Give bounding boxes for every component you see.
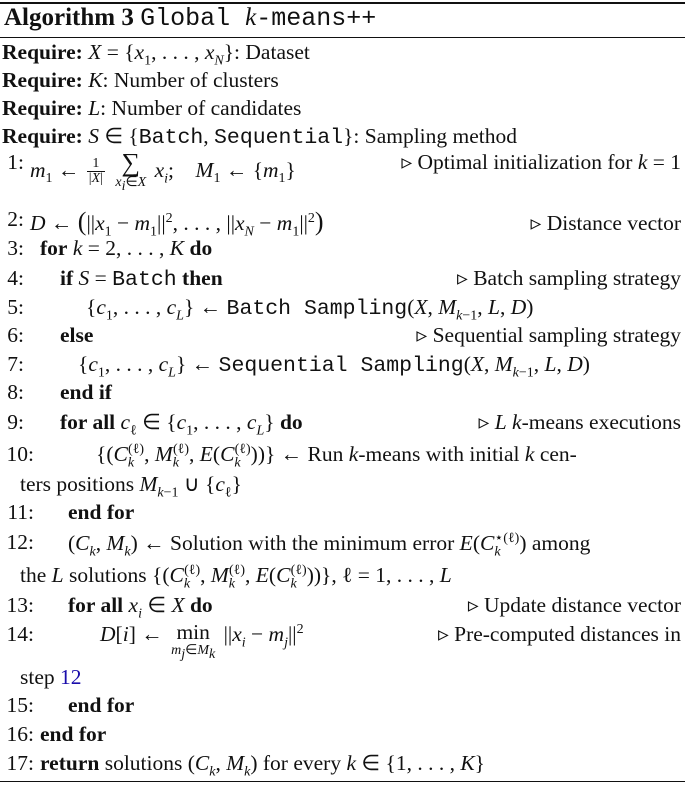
algo-line-12: 12: ($C_k$, $M_k$) ← Solution with the minimum error $E(C_k^{⋆(\ell)})$ among xyxy=(6,530,591,560)
algo-line-6: 6: else ▹ Sequential sampling strategy xyxy=(7,323,681,347)
algo-line-8: 8: end if xyxy=(7,380,112,404)
algo-line-4: 4: if S = Batch then ▹ Batch sampling strategy xyxy=(7,266,681,292)
algo-line-3: 3: for k = 2, . . . , K do xyxy=(7,236,213,260)
algo-line-17: 17: return solutions ($C_k$, $M_k$) for every k ∈ {1, . . . , K} xyxy=(6,751,485,780)
algo-line-1: 1: $m_1$ ← $\frac{1}{|X|}$ ∑ $x_i\in X$ $x_i$; $M_1$ ← $\{m_1\}$ ▹ Optimal initialization for k = 1 xyxy=(7,148,681,194)
require-line-1: Require: $X = \{x_1$, . . . , $x_N$}: Dataset xyxy=(2,40,310,69)
algo-line-16: 16: end for xyxy=(6,722,107,746)
require-line-3: Require: L: Number of candidates xyxy=(2,96,302,120)
algorithm-box: Algorithm 3 Global k-means++ Require: $X = \{x_1$, . . . , $x_N$}: Dataset Require: K: Number of clusters Require: L: Number of candidates Require: S ∈ {Batch, Sequential}: Sampling method 1: $m_1$ ← $\frac{1}{|X|}$ ∑ $x_i\in X$ $x_i$; $M_1$ ← $\{m_1\}$ ▹ Optimal initialization for k = 1 2: D ← ($||x_1 - m_1||^2$, . . . , $||x_N - m_1||^2$) ▹ Distance vector 3: for k = 2, . . . , K do 4: if S = Batch then ▹ Batch sampling strategy 5: {$c_1$, . . . , $c_L$} ← Batch Sampling(X, $M_{k-1}$, L, D) 6: else ▹ Sequential sampling strategy 7: {$c_1$, . . . , $c_L$} ← Sequential Sampling(X, $M_{k-1}$, L, D) 8: end if 9: for all $c_\ell$ ∈ {$c_1$, . . . , $c_L$} do ▹ L k-means executions 10: {($C_k^{(\ell)}$, $M_k^{(\ell)}$, $E(C_k^{(\ell)})$)} ← Run k-means with initial k cen- ters positions $M_{k-1}$ ∪ $\{c_\ell\}$ 11: end for 12: ($C_k$, $M_k$) ← Solution with the minimum error $E(C_k^{⋆(\ell)})$ among the L solutions {($C_k^{(\ell)}$, $M_k^{(\ell)}$, $E(C_k^{(\ell)})$)}, ℓ = 1, . . . , L 13: for all $x_i$ ∈ X do ▹ Update distance vector 14: D[i] ← min $m_j\in M_k$ $||x_i - m_j||^2$ ▹ Pre-computed distances in step 12 15: end for 16: end for 17: return solutions ($C_k$, $M_k$) for every k ∈ {1, . . . , K} xyxy=(0,0,685,787)
algorithm-title xyxy=(4,4,376,33)
algorithm-name: Global k-means++ xyxy=(140,4,377,33)
step-reference-link[interactable]: 12 xyxy=(60,665,82,689)
algo-line-2: 2: D ← ($||x_1 - m_1||^2$, . . . , $||x_N - m_1||^2$) ▹ Distance vector xyxy=(7,207,681,240)
algo-line-13: 13: for all $x_i$ ∈ X do ▹ Update distance vector xyxy=(6,593,681,622)
algo-line-14: 14: D[i] ← min $m_j\in M_k$ $||x_i - m_j||^2$ ▹ Pre-computed distances in xyxy=(6,620,681,662)
algo-line-7: 7: {$c_1$, . . . , $c_L$} ← Sequential Sampling(X, $M_{k-1}$, L, D) xyxy=(7,352,590,381)
algo-line-5: 5: {$c_1$, . . . , $c_L$} ← Batch Sampling(X, $M_{k-1}$, L, D) xyxy=(7,295,534,324)
title-rule xyxy=(0,37,685,38)
require-line-4: Require: S ∈ {Batch, Sequential}: Sampling method xyxy=(2,124,518,150)
algo-line-15: 15: end for xyxy=(6,693,135,717)
algo-line-10: 10: {($C_k^{(\ell)}$, $M_k^{(\ell)}$, $E(C_k^{(\ell)})$)} ← Run k-means with initial k cen- xyxy=(6,442,577,471)
algo-line-9: 9: for all $c_\ell$ ∈ {$c_1$, . . . , $c_L$} do ▹ L k-means executions xyxy=(7,410,681,439)
algorithm-label: Algorithm 3 xyxy=(4,4,134,31)
algo-line-11: 11: end for xyxy=(7,500,135,524)
require-line-2: Require: K: Number of clusters xyxy=(2,68,279,92)
bottom-rule xyxy=(0,781,685,782)
